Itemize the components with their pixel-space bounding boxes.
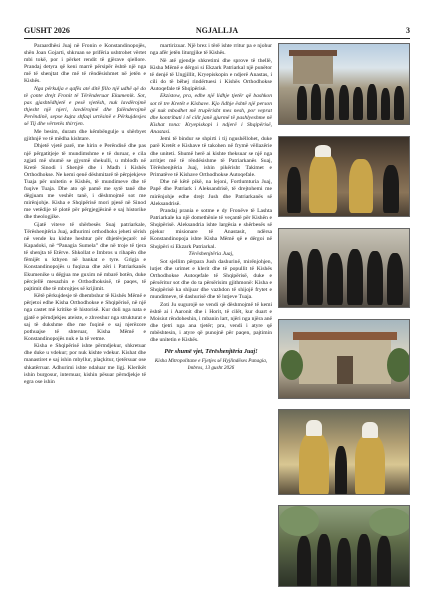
paragraph: Sot sjellim përpara Jush dashurinë, mirënjohjen, lutjet dhe urimet e klerit dhe të popullit të Kishës Orthodhokse Autoqefale të Shqipërisë, duke e përsëritur sot dhe do ta përsërisim gjithmonë: Kisha e Shqipërisë ka shijuar dhe vazhdon të shijojë frytet e mundimeve, të dashurisë dhe të lutjeve Tuaja. [150, 258, 272, 301]
paragraph: Dhe në këtë pikë, na lejoni, Fortlumturia Juaj, Papë dhe Patriark i Aleksandrisë, të drejtohemi me mirënjohje edhe drejt Jush dhe Patriarkanës së Aleksandrisë. [150, 179, 272, 207]
text-column-middle [150, 43, 272, 583]
header-divider [24, 38, 410, 39]
text-column-left [24, 43, 146, 583]
closing-acclamation: Për shumë vjet, Tërëshenjtëria Juaj! [164, 348, 258, 356]
paragraph: Prandaj prania e sotme e dy Fronëve të Lashta Patriarkale ka një domethënie të veçantë për Kishën e Shqipërisë. Aleksandria ishte largësia e shërbesës së pjekur misionare të Anastasit, ndërsa Konstandinopoja ishte Kisha Mëmë që e dërgoi në Shqipëri si Ekzark Patriarkal. [150, 208, 272, 250]
paragraph: Këtë përkujdesje të dhembshur të Kishës Mëmë e përjetoi edhe Kisha Orthodhokse e Shqipërisë, në një nga castet më kritike të historisë. Kur doli nga nata e gjatë e përndjekjes ateiste, e zhveshur nga strukturat e saj të dukshme dhe me fuqinë e saj njerëzore pothuajse të shteruar, Kisha Mëmë e Konstandinopojës nuk e la të vetme. [24, 293, 146, 342]
paragraph: Dhjetë vjetë parë, me hirin e Perëndisë dhe pas një përgatitjeje të mundimshme e të duruar, e cila zgjati më shumë se gjysmë shekulli, u mblodh në Kretë Sinodi i Shenjtë dhe i Madh i Kishës Orthodhokse. Ne kemi qenë dëshmitarë të përpjekjeve Tuaja për unitetin e Kishës, të mundimeve dhe të fuqive Tuaja. Dhe ato që pamë me sytë tanë dhe dëgjuam me veshët tanë, i dëshmojmë sot me mirënjohje. Kisha e Shqipërisë mori pjesë në Sinod me vetëdije të plotë për përgjegjësinë e saj historike dhe theologjike. [24, 143, 146, 221]
paragraph: Nga përkulja e qafës até ditë fillo një udhë që do të çonte drejt Fronit të Tërënderuar Ekumenik. Sot, pas gjashtëdhjetë e pesë vjetësh, nuk lavdërojmë thjesht një njeri, lavdërojmë dhe falënderojmë Perëndinë, sepse kujta shfaqi urtësinë e Përkujdesjes së Tij dhe vërtetës thirrjen. [24, 85, 146, 128]
publication-title: NGJALLJA [195, 26, 239, 35]
paragraph: Jemi të bindur se shpirti i tij ngushëllohet, duke parë Kretët e Kishave të takohen në frymë vëllazërie dhe uniteti. Shumë herë ai kishte theksuar se një nga arritjet më të rëndësishme të Patriarkanës Suaj, Tërëshenjtëria Juaj, ishin pikërisht Takimet e Primatëve të Kishave Orthodhokse Autoqefale. [150, 136, 272, 178]
paragraph: Gjatë viteve të shërbesës Suaj patriarkale, Tërëshenjtëria Juaj, adhurimi orthodhoks jeheti sërish në vende ku kishte heshtur për dhjetëvjeçarë: në Kapadoki, në “Panagia Sumela” dhe në troje të tjera të shenjta të Etërve. Shkollat e Imbros u rihapën dhe fëmijët u kthyen në bankat e tyre. Grigja e Konstandinopojës u fuqizua dhe zëri i Patriarkanës Ekumenike u dëgjua me guxim në mbarë botën, duke përcjellë mesazhin e Orthodhoksisë, të paqes, të pajtimit dhe të mbrojtjes së krijimit. [24, 221, 146, 292]
salutation: Tërëshenjtëria Juaj, [188, 251, 234, 258]
signature-line: Kisha Mitropolitane e Fjetjes së Hyjlindëses Panagia, Imbros, 13 gusht 2026 [154, 358, 268, 371]
photo-church-exterior [278, 319, 410, 399]
paragraph: martirizuar. Një brez i tërë ishte rritur pa e njohur nga afër jetën liturgjike të Kishës. [150, 43, 272, 57]
paragraph: Zoti Ju sugurojë se vendi që dëshmojmë të kemi është ai i Aaronit dhe i Horit, të cilët, kur duart e Moisiut rëndoheshin, i mbanin lart, njëri nga njëra anë dhe tjetri nga ana tjetër; pra, vendi i atyre që mbështesin, i atyre që punojnë për paqen, pajtimin dhe unitetin e Kishës. [150, 301, 272, 343]
photo-vested-hierarchs [278, 409, 410, 495]
photo-outdoor-gathering [278, 505, 410, 587]
photo-liturgy-interior [278, 136, 410, 217]
paragraph: Ekzistow, pra, edhe një lidhje tjetër që bashkon sot të tre Kretët e Kishave. Kjo lidhje është një person që nuk mbodhet më trupërisht mes nesh, por veprat dhe kontributi i të cilit janë gjurmë të pashlyeshme në Kishat tona: Kryepiskopi i ndjerë i Shqipërisë, Anastasi. [150, 93, 272, 135]
page-header [24, 26, 410, 36]
page-number: 3 [406, 26, 410, 35]
paragraph: Paraardhësi Juaj në Fronin e Konstandinopojës, shën Joan Gojarti, shkruan se prifëria ushtrohet vërtet mbi tokë, por i përket rendit të gjërave qiellore. Prandaj detyra që keni marrë përsipër është një nga më të shenjtat dhe më të rëndësishmet në jetën e Kishës. [24, 43, 146, 85]
photo-clergy-procession [278, 43, 410, 125]
paragraph: Me besim, duram dhe këmbëngulje u shërbyet gjithnjë ve të mëdha kishtare. [24, 128, 146, 142]
photo-hierarchs-seated [278, 228, 410, 308]
paragraph: Në atë gjendje shkretimi dhe sprove të thellë, Kisha Mëmë e dërgoi si Ekzark Patriarkal një punëtor të denjë të Ungjillit, Kryepiskopin e ndjerë Anastas, i cili do të bëhej rindërtuesi i Kishës Orthodhokse Autoqefale të Shqipërisë. [150, 57, 272, 92]
issue-date: GUSHT 2026 [24, 26, 70, 35]
paragraph: Kisha e Shqipërisë ishte përmdjekur, shkretuar dhe duke u vdekur; por nuk kishte vdekur. Kishat dhe manastiret e saj ishin mbyllur, plaçkitur, tjetërsuar ose shkatërruar. Adhurimi ishte ndaluar me ligj. Klerikët ishin burgosur, internuar, kishin pësuar përndjekje të egra ose ishin [24, 343, 146, 385]
